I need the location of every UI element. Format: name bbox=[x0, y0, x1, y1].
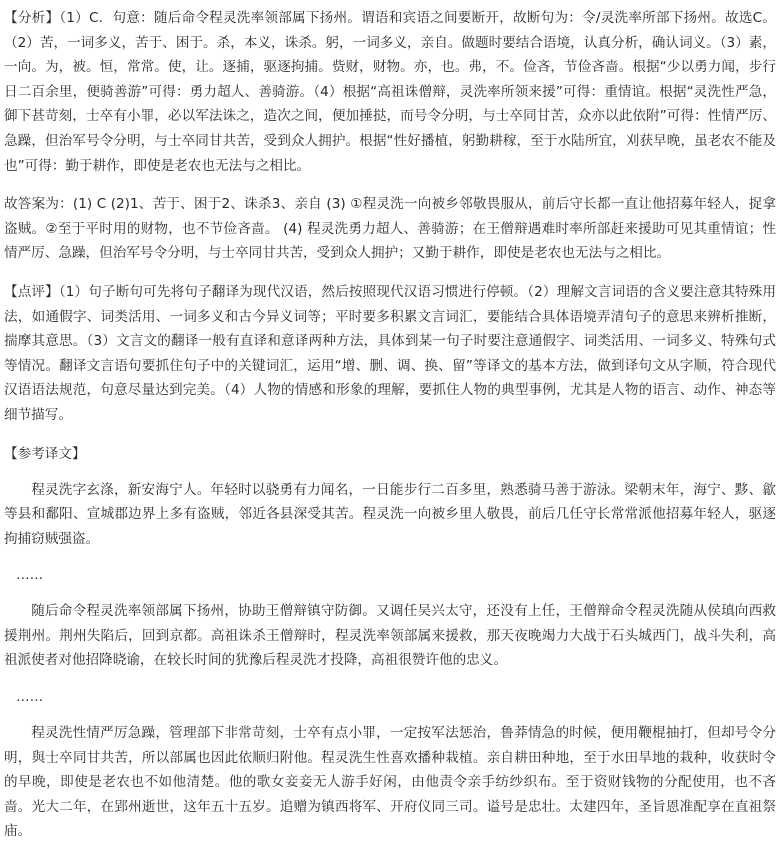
translation-paragraph-2: 随后命令程灵洗率领部属下扬州，协助王僧辩镇守防御。又调任吴兴太守，还没有上任，王僧辩命令程灵洗随从侯瑱向西救援荆州。荆州失陷后，回到京都。高祖诛杀王僧辩时，程灵洗率领部属来援救，那天夜晚竭力大战于石头城西门，战斗失利，高祖派使者对他招降晓谕，在较长时间的犹豫后程灵洗才投降，高祖很赞许他的忠义。 bbox=[4, 603, 776, 669]
spacer bbox=[4, 178, 776, 192]
analysis-paragraph: 【分析】（1）C．句意：随后命令程灵洗率领部属下扬州。谓语和宾语之间要断开，故断句为：令/灵洗率所部下扬州。故选C。（2）苦，一词多义，苦于、困于。杀，本义，诛杀。躬，一词多义，亲自。做题时要结合语境，认真分析，确认词义。（3）素，一向。为，被。恒，常常。使，让。逐捕，驱逐拘捕。赀财，财物。亦，也。弗，不。俭吝，节俭吝啬。根据“少以勇力闻，步行日二百余里，便骑善游”可得：勇力超人、善骑游。（4）根据“高祖诛僧辩，灵洗率所领来援”可得：重情谊。根据“灵洗性严急，御下甚苛刻，士卒有小罪，必以军法诛之，造次之间，便加捶挞，而号令分明，与士卒同甘苦，众亦以此依附”可得：性情严厉、急躁，但治军号令分明，与士卒同甘共苦，受到众人拥护。根据“性好播植，躬勤耕稼，至于水陆所宜，刈获早晚，虽老农不能及也”可得：勤于耕作，即使是老农也无法与之相比。 bbox=[4, 10, 776, 174]
omission-ellipsis: …… bbox=[16, 689, 44, 706]
answer-paragraph: 故答案为：(1) C (2)1、苦于、困于2、诛杀3、亲自 (3) ①程灵洗一向被乡邻敬畏服从，前后守长都一直让他招募年轻人，捉拿盗贼。②至于平时用的财物，也不节俭吝啬。 (4) 程灵洗勇力超人、善骑游；在王僧辩遇难时率所部赶来援助可见其重情谊；性情严厉、急躁，但治军号令分明，与士卒同甘共苦，受到众人拥护；又勤于耕作，即使是老农也无法与之相比。 bbox=[4, 196, 776, 262]
translation-paragraph-3: 程灵洗性情严厉急躁，管理部下非常苛刻，士卒有点小罪，一定按军法惩治，鲁莽情急的时候，便用鞭棍抽打，但却号令分明，與士卒同甘共苦，所以部属也因此依顺归附他。程灵洗生性喜欢播种栽植。亲自耕田种地，至于水田旱地的栽种，收获时令的早晚，即使是老农也不如他清楚。他的歌女妾妾无人游手好闲，由他责令亲手纺纱织布。至于资财钱物的分配使用，也不吝啬。光大二年，在郢州逝世，这年五十五岁。追赠为镇西将军、开府仪同三司。谥号是忠壮。太建四年，圣旨恩准配享在直祖祭庙。 bbox=[4, 725, 776, 840]
spacer bbox=[4, 266, 776, 280]
spacer bbox=[4, 709, 776, 721]
spacer bbox=[4, 673, 776, 685]
spacer bbox=[4, 466, 776, 478]
translation-heading: 【参考译文】 bbox=[4, 445, 86, 462]
comment-paragraph: 【点评】（1）句子断句可先将句子翻译为现代汉语，然后按照现代汉语习惯进行停顿。（2）理解文言词语的含义要注意其特殊用法，如通假字、词类活用、一词多义和古今异义词等；平时要多积累文言词汇，要能结合具体语境弄清句子的意思来辨析推断，揣摩其意思。（3）文言文的翻译一般有直译和意译两种方法，具体到某一句子时要注意通假字、词类活用、一词多义、特殊句式等情况。翻译文言语句要抓住句子中的关键词汇，运用“增、删、调、换、留”等译文的基本方法，做到译句文从字顺，符合现代汉语语法规范，句意尽量达到完美。（4）人物的情感和形象的理解，要抓住人物的典型事例，尤其是人物的语言、动作、神态等细节描写。 bbox=[4, 283, 776, 423]
spacer bbox=[4, 428, 776, 442]
omission-ellipsis: …… bbox=[16, 567, 44, 584]
translation-paragraph-1: 程灵洗字玄涤，新安海宁人。年轻时以骁勇有力闻名，一日能步行二百多里，熟悉骑马善于游泳。梁朝末年，海宁、黟、歙等县和鄱阳、宣城郡边界上多有盗贼，邻近各县深受其苦。程灵洗一向被乡里人敬畏，前后几任守长常常派他招募年轻人，驱逐拘捕窃贼强盗。 bbox=[4, 481, 776, 547]
spacer bbox=[4, 587, 776, 599]
spacer bbox=[4, 551, 776, 563]
